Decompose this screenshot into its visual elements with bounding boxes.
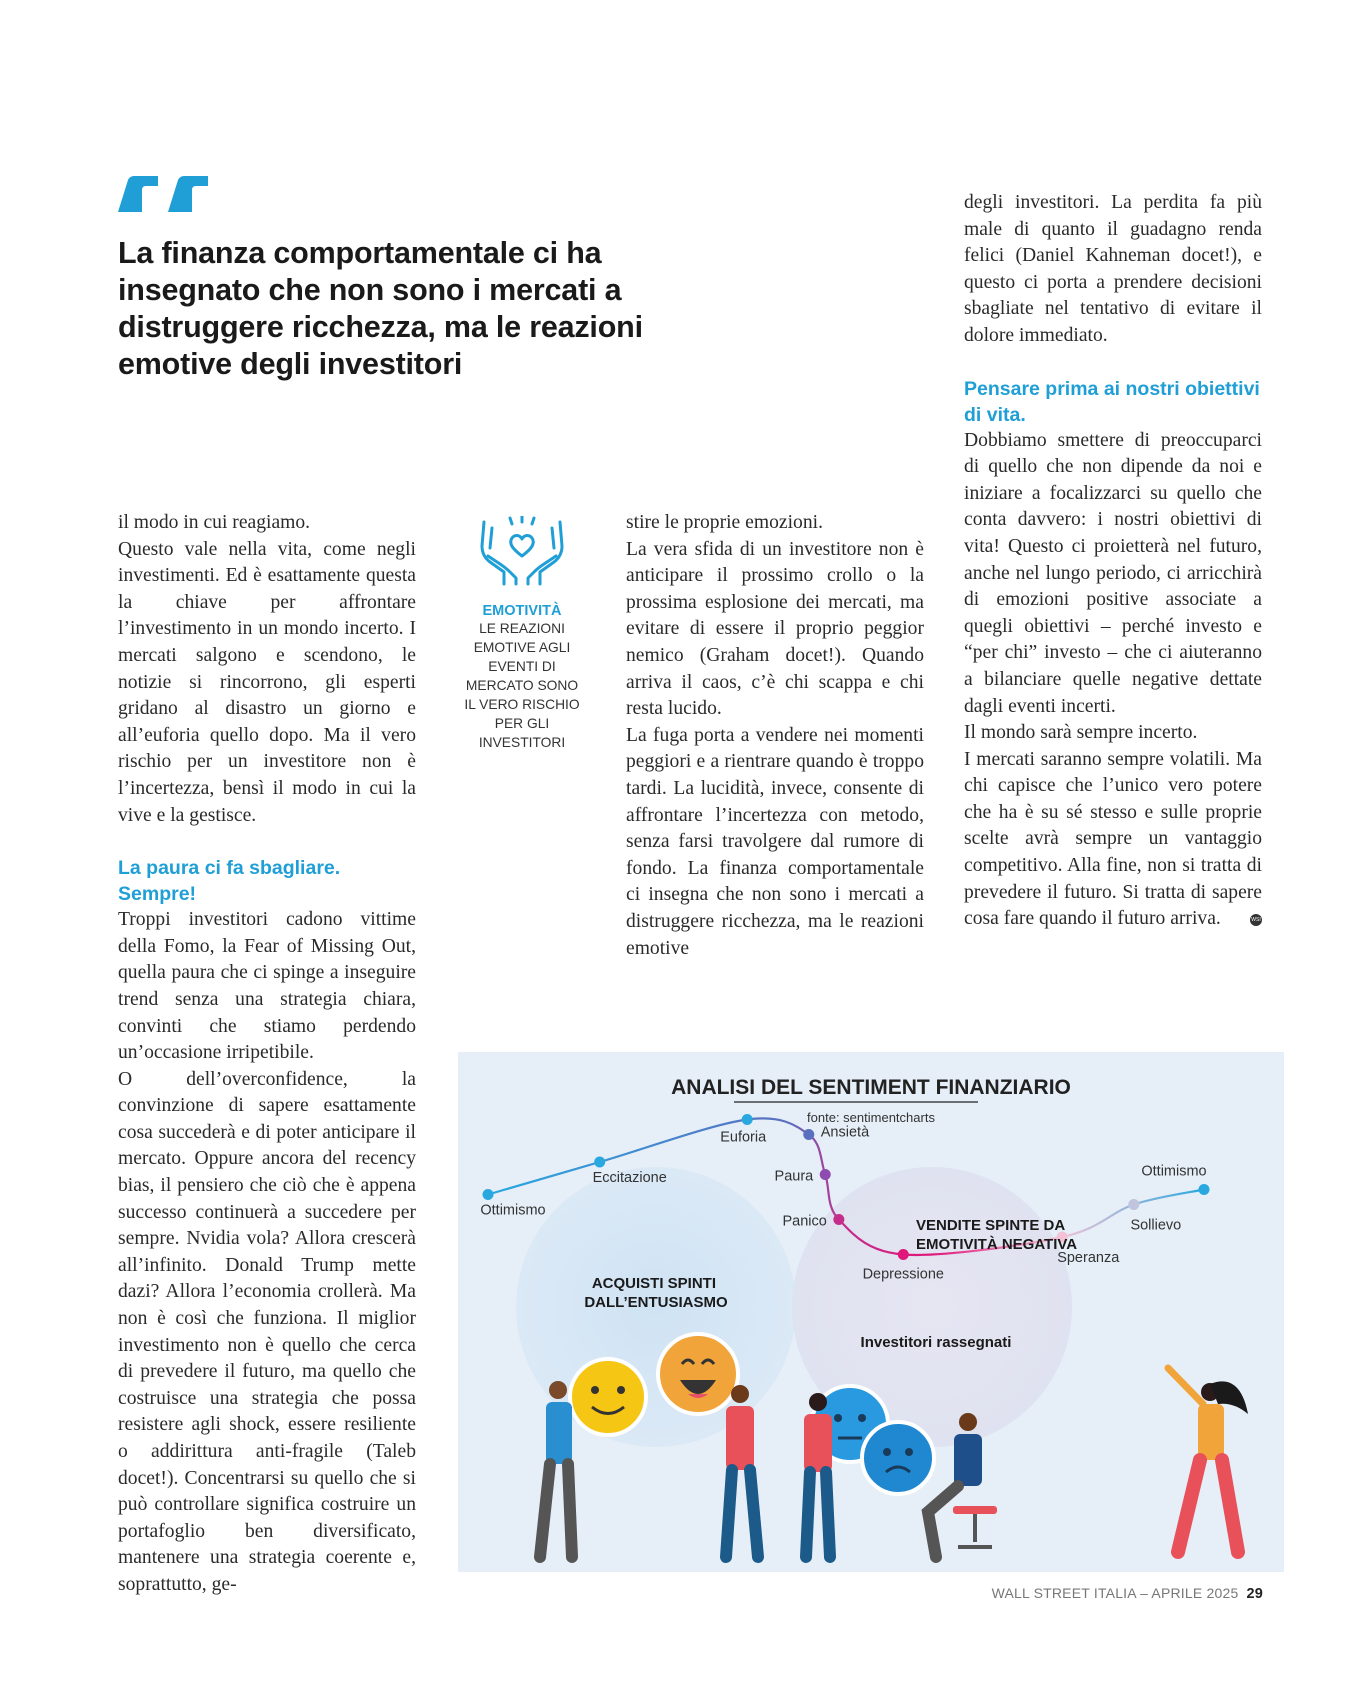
sentiment-point xyxy=(803,1129,814,1140)
sentiment-point-label: Depressione xyxy=(862,1266,944,1283)
heart-hands-icon xyxy=(474,516,570,588)
article-column-3 xyxy=(626,510,924,962)
paragraph: Questo vale nella vita, come negli investimenti. Ed è esattamente questa la chiave per affrontare l’investimento in un mondo incerto. I mercati salgono e scendono, le notizie si rincorrono, gli esperti gridano al disastro un giorno e all’euforia quello dopo. Ma il vero rischio per un investitore non è l’incertezza, bensì il modo in cui la vive e la gestisce. xyxy=(118,538,416,826)
article-column-4 xyxy=(964,190,1262,933)
sentiment-point xyxy=(742,1114,753,1125)
paragraph: I mercati saranno sempre volatili. Ma chi capisce che l’unico vero potere che ha è su sé stesso e sulle proprie scelte avrà sempre un vantaggio competitivo. Alla fine, non si tratta di prevedere il futuro. Si tratta di sapere cosa fare quando il futuro arriva. WSI xyxy=(964,748,1262,930)
sentiment-chart xyxy=(458,1052,1284,1572)
hopeful-investor-illustration xyxy=(1168,1368,1248,1552)
paragraph: stire le proprie emozioni. xyxy=(626,512,823,533)
sentiment-point-label: Eccitazione xyxy=(592,1170,667,1186)
end-mark-icon: WSI xyxy=(1250,914,1262,926)
paragraph: Il mondo sarà sempre incerto. xyxy=(964,722,1198,744)
paragraph: La fuga porta a vendere nei momenti peggiori e a rientrare quando è troppo tardi. La lucidità, invece, consente di affrontare l’incertezza con metodo, senza farsi travolgere dal rumore di fondo. La finanza comportamentale ci insegna che non sono i mercati a distruggere ricchezza, ma le reazioni emotive xyxy=(626,724,924,959)
sentiment-point-label: Panico xyxy=(782,1213,827,1230)
negative-zone-label-line: EMOTIVITÀ NEGATIVA xyxy=(916,1236,1078,1253)
chart-subtitle: fonte: sentimentcharts xyxy=(807,1110,935,1125)
sentiment-point-label: Speranza xyxy=(1057,1250,1120,1266)
section-heading: Pensare prima ai nostri obiettivi di vita. xyxy=(964,377,1260,426)
sentiment-chart-svg xyxy=(458,1052,1284,1572)
paragraph: O dell’overconfidence, la convinzione di sapere esattamente cosa succederà e di poter anticipare il mercato. Oppure ancora del recency bias, il pensiero che ciò che è appena successo continuerà a succedere per sempre. Nvidia vola? Allora crescerà all’infinito. Donald Trump mette dazi? Allora l’economia crollerà. Ma non è così che funziona. Il miglior investimento non è quello che cerca di prevedere il futuro, ma quello che costruisce una strategia che possa resistere agli shock, essere resiliente o addirittura anti-fragile (Taleb docet!). Concentrarsi su quello che si può controllare significa costruire un portafoglio ben diversificato, mantenere una strategia coerente e, soprattutto, ge- xyxy=(118,1068,416,1595)
sentiment-point-label: Sollievo xyxy=(1130,1217,1182,1234)
sad-face-icon xyxy=(862,1422,934,1494)
paragraph: Troppi investitori cadono vittime della Fomo, la Fear of Missing Out, quella paura che ci spinge a inseguire trend senza una strategia chiara, convinti che stiamo perdendo un’occasione irripetibile. xyxy=(118,909,416,1064)
sentiment-point xyxy=(594,1157,605,1168)
sentiment-point xyxy=(1199,1184,1210,1195)
laughing-face-icon xyxy=(658,1334,738,1414)
quote-mark-icon xyxy=(118,176,214,212)
callout-text: LE REAZIONI EMOTIVE AGLI EVENTI DI MERCATO SONO IL VERO RISCHIO PER GLI INVESTITORI xyxy=(464,621,580,750)
section-heading: La paura ci fa sbagliare. Sempre! xyxy=(118,857,341,906)
callout-title: EMOTIVITÀ xyxy=(482,603,562,619)
sentiment-point xyxy=(898,1249,909,1260)
sentiment-point-label: Euforia xyxy=(720,1129,767,1146)
paragraph: La vera sfida di un investitore non è anticipare il prossimo crollo o la prossima esplosione dei mercati, ma evitare di essere il proprio peggior nemico (Graham docet!). Quando arriva il caos, c’è chi scappa e chi resta lucido. xyxy=(626,538,924,720)
paragraph: degli investitori. La perdita fa più male di quanto il guadagno renda felici (Daniel Kahneman docet!), e questo ci porta a prendere decisioni sbagliate nel tentativo di evitare il dolore immediato. xyxy=(964,192,1262,346)
page-footer xyxy=(992,1585,1263,1602)
sentiment-point xyxy=(820,1169,831,1180)
negative-zone-label-line: VENDITE SPINTE DA xyxy=(916,1217,1065,1234)
paragraph: Dobbiamo smettere di preoccuparci di quello che non dipende da noi e iniziare a focalizzarci su quello che conta davvero: i nostri obiettivi di vita! Questo ci proietterà nel futuro, anche nel lungo periodo, ci arricchirà di emozioni positive associate a quegli obiettivi – perché investo e “per chi” investo – che ci aiuteranno a bilanciare quelle negative dettate dagli eventi incerti. xyxy=(964,429,1262,717)
positive-zone-label-line: DALL’ENTUSIASMO xyxy=(584,1294,728,1311)
page-number: 29 xyxy=(1246,1586,1263,1602)
publication-name: WALL STREET ITALIA – APRILE 2025 xyxy=(991,1585,1239,1601)
sentiment-point xyxy=(1128,1199,1139,1210)
paragraph: il modo in cui reagiamo. xyxy=(118,512,311,533)
emotion-callout xyxy=(462,516,582,752)
sentiment-point xyxy=(833,1214,844,1225)
sentiment-point-label: Ansietà xyxy=(820,1124,870,1141)
sentiment-point-label: Ottimismo xyxy=(480,1202,546,1219)
smiley-face-icon xyxy=(570,1359,646,1435)
resigned-investors-label: Investitori rassegnati xyxy=(860,1334,1012,1351)
pull-quote: La finanza comportamentale ci ha insegnato che non sono i mercati a distruggere ricchezza, ma le reazioni emotive degli investitori xyxy=(118,236,643,381)
chart-title: ANALISI DEL SENTIMENT FINANZIARIO xyxy=(671,1076,1071,1099)
sentiment-point-label: Paura xyxy=(774,1168,814,1185)
sentiment-point-label: Ottimismo xyxy=(1141,1163,1207,1180)
positive-zone-label-line: ACQUISTI SPINTI xyxy=(591,1275,717,1292)
sentiment-point xyxy=(483,1189,494,1200)
article-column-1 xyxy=(118,510,416,1599)
